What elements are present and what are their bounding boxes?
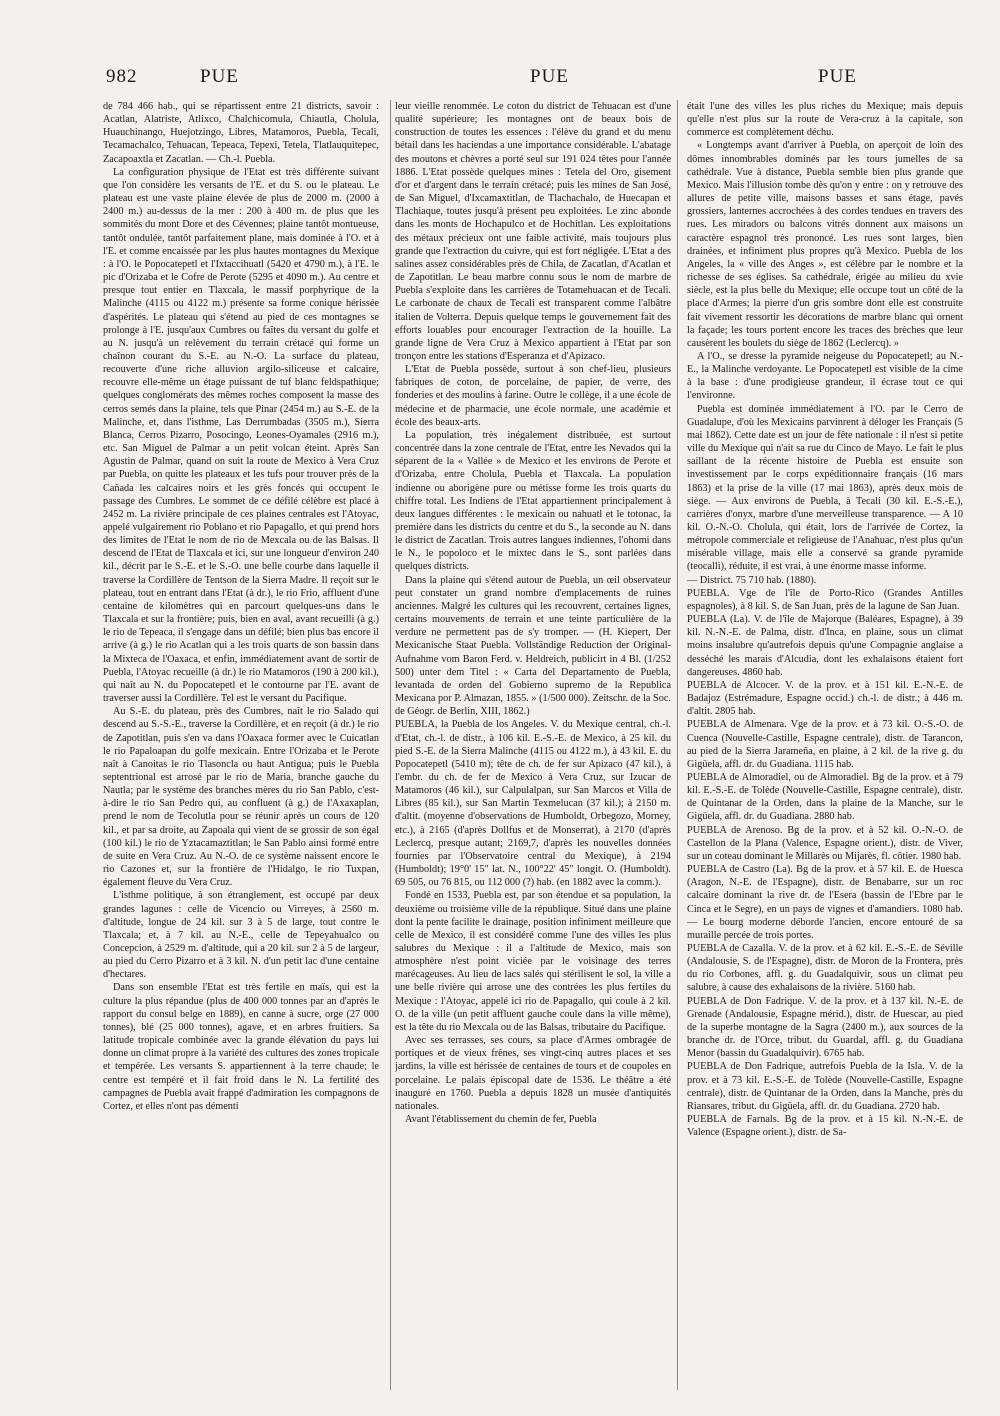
paragraph: La configuration physique de l'Etat est très différente suivant que l'on considère les versants de l'E. et du S. ou le plateau. Le plateau est une vaste plaine élevée de plus de 2000 m. (2000 à 2400 m.) au-dessus de la mer : 200 à 400 m. de plus que les sommités du mont Dore et des Cévennes; plaine tantôt montueuse, tantôt ondulée, tantôt parfaitement plane, mais dominée à l'O. et à l'E. et comme encaissée par les plus hautes montagnes du Mexique : à l'O. le Popocatepetl et l'Ixtaccihuatl (5420 et 4790 m.), à l'E. le pic d'Orizaba et le Cofre de Perote (5295 et 4090 m.). Au centre et presque tout entier en Tlaxcala, le massif porphyrique de la Malinche (4115 ou 4122 m.) présente sa forme conique hérissée d'aspérités. Le plateau qui s'étend au pied de ces montagnes se prolonge à l'E. jusqu'aux Cumbres ou faîtes du versant du golfe et au N. jusqu'à un relèvement du terrain crétacé qui forme un chaînon courant du S.-E. au N.-O. La surface du plateau, recouverte d'une riche alluvion argilo-siliceuse et calcaire, recouvre elle-même un étage puissant de tuf blanc feldspathique; quelques conglomérats des mêmes roches composent la masse des cerros semés dans la plaine, tels que Pinar (2454 m.) au S.-E. de la Malinche, et, dans l'isthme, Las Derrumbadas (3505 m.), Sierra Blanca, Cerros Pizarro, Posocingo, Leones-Oyamales (2916 m.), etc. San Miguel de Palmar a un petit volcan éteint. Après San Agustin de Palmar, quand on suit la route de Mexico à Vera Cruz par Puebla, on quitte les plateaux et les tufs pour trouver près de la Cañada les calcaires noirs et les grès foncés qui occupent le passage des Cumbres. Le sommet de ce défilé célèbre est placé à 2452 m. La rivière principale de ces plaines centrales est l'Atoyac, appelé vulgairement rio Poblano et rio Papagallo, et qui prend hors des limites de l'Etat le nom de rio de Mexcala ou de las Balsas. Il descend de l'Etat de Tlaxcala et ici, sur une longueur d'environ 240 kil., décrit par le S.-E. et le S.-O. une belle courbe dans laquelle il traverse la Cordillère de Tentson de la Sierra Madre. Il reçoit sur le plateau, tout en entrant dans l'Etat (à dr.), le rio Frio, affluent d'une centaine de kilomètres qui en parcourt quelques-uns dans le Tlaxcala et sur la frontière; puis, bien en aval, avant recueilli (à g.) le rio de Tepeaca, il s'engage dans un défilé; bien plus bas encore il arrive (à g.) le rio Acatlan qui a les trois quarts de son bassin dans la Mixteca de l'Oaxaca, et enfin, immédiatement avant de sortir de Puebla, l'Atoyac recueille (à dr.) le rio Matamoros (190 à 200 kil.), qui naît au N. du Popocatepetl et le contourne par l'E. avant de traverser aussi la Cordillère. Tel est le versant du Pacifique. (103, 166, 379, 705)
paragraph: PUEBLA de Cazalla. V. de la prov. et à 62 kil. E.-S.-E. de Séville (Andalousie, S. de l'Espagne), distr. de Moron de la Frontera, près du rio Corbones, affl. g. du Guadalquivir, sous un climat peu salubre, à cause des exhalaisons de la rivière. 5160 hab. (687, 943, 963, 994)
column-middle (395, 100, 671, 1400)
running-header (0, 66, 1000, 96)
paragraph: PUEBLA. Vge de l'île de Porto-Rico (Grandes Antilles espagnoles), à 8 kil. S. de San Juan, près de la lagune de San Juan. (687, 587, 963, 612)
paragraph: PUEBLA de Don Fadrique. V. de la prov. et à 137 kil. N.-E. de Grenade (Andalousie, Espagne mérid.), distr. de Huescar, au pied de la superbe montagne de la Sagra (2400 m.), aux sources de la branche dr. de l'Orce, tribut. du Guardal, affl. g. du Guadiana Menor (bassin du Guadalquivir). 6765 hab. (687, 995, 963, 1060)
column-left (103, 100, 379, 1400)
paragraph: « Longtemps avant d'arriver à Puebla, on aperçoit de loin des dômes innombrables dominés par les tours jumelles de sa cathédrale. Vue à distance, Puebla semble bien plus grande que Mexico. Mais l'illusion tombe dès qu'on y entre : on y retrouve des allures de petite ville, maisons basses et sans étage, pavés grossiers, lanternes accrochées à des cordes tendues en travers des rues. Les miradors ou balcons vitrés donnent aux maisons un caractère espagnol très prononcé. Les rues sont larges, bien drainées, et infiniment plus propres qu'à Mexico. Puebla de los Angeles, la « ville des Anges », est célèbre par le nombre et la richesse de ses églises. Sa cathédrale, érigée au milieu du xvie siècle, est la plus belle du Mexique; elle occupe tout un côté de la place d'Armes; la pierre d'un gris sombre dont elle est construite fait vivement ressortir les décorations de marbre blanc qui ornent la façade; les tours portent encore les traces des brèches que leur causèrent les boulets du siège de 1862 (Leclercq). » (687, 140, 963, 349)
paragraph: Dans la plaine qui s'étend autour de Puebla, un œil observateur peut constater un grand nombre d'emplacements de ruines anciennes. Malgré les cultures qui les recouvrent, certaines lignes, certains mouvements de terrain et une teinte particulière de la verdure ne permettent pas de s'y tromper. — (H. Kiepert, Der Mexicanische Staat Puebla. Vollständige Reduction der Original-Aufnahme vom Baron Ferd. v. Heldreich, publicirt in 4 Bl. (1/252 500) unter dem Titel : « Carta del Departamento de Puebla, levantada de orden del Gobierno supremo de la Republica Mexicana por P. Almazan, 1855. » (1/500 000). Zeitschr. de la Soc. de Géogr. de Berlin, XIII, 1862.) (395, 574, 671, 718)
paragraph: leur vieille renommée. Le coton du district de Tehuacan est d'une qualité supérieure; les montagnes ont de beaux bois de construction de toutes les essences : l'élève du grand et du menu bétail dans les haciendas a une importance considérable. L'abatage des moutons et chèvres a porté seul sur 191 024 têtes pour l'année 1886. L'Etat possède quelques mines : Tetela del Oro, gisement d'or et d'argent dans le terrain crétacé; puis les mines de San José, de San Miguel, d'Ixcamaxtitlan, de Tlachachalo, de Huecapan et Tlachiaque, toutes jusqu'à présent peu exploitées. Le zinc abonde dans les monts de Hochapulco et de Hochitlan. Les exploitations des métaux précieux ont une faible activité, mais toujours plus grande que l'extraction du cuivre, qui est fort négligée. L'Etat a des salines assez considérables près de Chila, de Zacatlan, d'Acatlan et de Zapotitlan. Le beau marbre connu sous le nom de marbre de Puebla s'exploite dans les carrières de Totamehuacan et de Tecali. Le carbonate de chaux de Tecali est transparent comme l'albâtre italien de Volterra. Depuis quelque temps le gouvernement fait des efforts louables pour encourager l'extraction de la houille. La grande ligne de Vera Cruz à Mexico appartient à l'Etat par son tronçon entre les stations d'Esperanza et d'Apizaco. (395, 101, 671, 362)
paragraph: PUEBLA de Alcocer. V. de la prov. et à 151 kil. E.-N.-E. de Badajoz (Estrémadure, Espagne occid.) ch.-l. de distr.; à 446 m. d'altit. 2805 hab. (687, 679, 963, 718)
paragraph: PUEBLA de Farnals. Bg de la prov. et à 15 kil. N.-N.-E. de Valence (Espagne orient.), distr. de Sa- (687, 1114, 963, 1139)
running-head-left: PUE (200, 66, 239, 87)
paragraph: — District. 75 710 hab. (1880). (687, 574, 817, 586)
paragraph: Dans son ensemble l'Etat est très fertile en maïs, qui est la culture la plus répandue (plus de 400 000 tonnes par an d'après le rapport du consul belge en 1889), en canne à sucre, orge (27 000 tonnes), blé (25 000 tonnes), agave, et en arbres fruitiers. Sa latitude tropicale combinée avec la grande élévation du pays lui donne un climat propre à la variété des cultures des zones tropicale et tempérée. Les versants S. appartiennent à la terre chaude; le centre est tempéré et il fait froid dans le N. La fertilité des campagnes de Puebla avait frappé d'admiration les compagnons de Cortez, et elles n'ont pas démenti (103, 982, 379, 1112)
paragraph: L'isthme politique, à son étranglement, est occupé par deux grandes lagunes : celle de Vicencio ou Virreyes, à 2560 m. d'altitude, longue de 24 kil. sur 3 à 5 de large, tout contre le Tlaxcala; et, à 7 kil. au N.-E., celle de Tepeyahualco ou Concepcion, à 2529 m. d'altitude, qui a 20 kil. sur 2 à 5 de largeur, au pied du Cerro Pizarro et à 3 kil. N. d'un petit lac d'une centaine d'hectares. (103, 890, 379, 981)
paragraph: PUEBLA de Almoradiel, ou de Almoradiel. Bg de la prov. et à 79 kil. E.-S.-E. de Tolède (Nouvelle-Castille, Espagne centrale), distr. de Quintanar de la Orden, dans la plaine de la Manche, sur le Gigüela, affl. dr. du Guadiana. 2880 hab. (687, 771, 963, 823)
paragraph: Avant l'établissement du chemin de fer, Puebla (405, 1114, 597, 1126)
text-columns (103, 100, 965, 1400)
running-head-right: PUE (818, 66, 857, 87)
paragraph: PUEBLA, la Puebla de los Angeles. V. du Mexique central, ch.-l. d'Etat, ch.-l. de distr., à 106 kil. E.-S.-E. de Mexico, à 25 kil. du pied S.-E. de la Sierra Malinche (4115 ou 4122 m.), à 43 kil. E. du Popocatepetl (5410 m); tête de ch. de fer sur Apizaco (47 kil.), à l'embr. du ch. de fer de Mexico à Vera Cruz, sur Izucar de Matamoros (46 kil.), sur Calpulalpan, sur San Marcos et Villa de Libres (85 kil.), sur San Martin Texmelucan (37 kil.); à 2150 m. d'altit. (moyenne d'observations de Humboldt, Orbegozo, Morney, etc.), à 2165 (d'après Dollfus et de Monserrat), à 2170 (d'après Leclercq, presque autant; 2169,7, d'après les nouvelles données fournies par l'Observatoire central du Mexique), à 2194 (Humboldt); 19°0' 15" lat. N., 100°22' 45" longit. O. (Humboldt). 69 505, ou 76 815, ou 112 000 (?) hab. (en 1882 avec la comm.). (395, 719, 671, 889)
paragraph: PUEBLA de Arenoso. Bg de la prov. et à 52 kil. O.-N.-O. de Castellon de la Plana (Valence, Espagne orient.), distr. de Viver, sur un coteau dominant le Millarès ou Mijarès, fl. côtier. 1980 hab. (687, 824, 963, 862)
paragraph: Avec ses terrasses, ses cours, sa place d'Armes ombragée de portiques et de vieux frênes, ses vingt-cinq autres places et ses jardins, la ville est hérissée de centaines de tours et de coupoles en porcelaine. Le palais épiscopal date de 1536. Le théâtre a été inauguré en 1760. Puebla a depuis 1828 un musée d'antiquités nationales. (395, 1035, 671, 1112)
paragraph: A l'O., se dresse la pyramide neigeuse du Popocatepetl; au N.-E., la Malinche verdoyante. Le Popocatepetl est visible de la cime à la base : d'une prodigieuse grandeur, il écrase tout ce qui l'environne. (687, 350, 963, 402)
paragraph: PUEBLA de Almenara. Vge de la prov. et à 73 kil. O.-S.-O. de Cuenca (Nouvelle-Castille, Espagne centrale), distr. de Tarancon, au pied de la Sierra Jarameña, en plaine, à 2 kil. de la rive g. du Gigüela, affl. dr. du Guadiana. 1115 hab. (687, 719, 963, 770)
paragraph: L'Etat de Puebla possède, surtout à son chef-lieu, plusieurs fabriques de coton, de porcelaine, de papier, de verre, des fonderies et des moulins à farine. Outre le collège, il a une école de médecine et de pharmacie, une école normale, une académie et école des beaux-arts. (395, 364, 671, 428)
page-number: 982 (106, 66, 138, 87)
paragraph: Fondé en 1533, Puebla est, par son étendue et sa population, la deuxième ou troisième ville de la république. Situé dans une plaine dont la pente facilite le drainage, position infiniment meilleure que celle de Mexico, il est considéré comme l'une des villes les plus salubres du Mexique : il a l'altitude de Mexico, mais son atmosphère n'est point viciée par le voisinage des terres marécageuses. Au lieu de lacs salés qui stérilisent le sol, la ville a une belle rivière qui arrose une des contrées les plus fertiles du Mexique : l'Atoyac, appelé ici rio de Papagallo, qui coule à 2 kil. O. de la ville (un petit affluent gauche coule dans la ville même), est la tête du rio Mexcala ou de las Balsas, tributaire du Pacifique. (395, 890, 671, 1033)
paragraph: de 784 466 hab., qui se répartissent entre 21 districts, savoir : Acatlan, Alatriste, Atlixco, Chalchicomula, Chiautla, Cholula, Huauchinango, Huejotzingo, Libres, Matamoros, Puebla, Tecali, Tecamachalco, Tehuacan, Tepeaca, Tepexi, Tetela, Tlatlauquitepec, Zacapoaxtla et Zacatlan. — Ch.-l. Puebla. (103, 101, 379, 165)
paragraph: La population, très inégalement distribuée, est surtout concentrée dans la zone centrale de l'Etat, entre les Nevados qui la séparent de la « Vallée » de Mexico et les environs de Perote et d'Orizaba, entre Cholula, Puebla et Tlaxcala. La population indienne ou aborigène pure ou métisse forme les trois quarts du chiffre total. Les Indiens de l'Etat appartiennent principalement à deux langues différentes : le mexicain ou nahuatl et le totonac, la première dans les districts du centre et du S., la seconde au N. dans le district de Zacatlan. Trois autres langues indiennes, l'ohomi dans le N., le popoloco et le mixtec dans le S., sont parlées dans quelques districts. (395, 429, 671, 573)
paragraph: PUEBLA (La). V. de l'île de Majorque (Baléares, Espagne), à 39 kil. N.-N.-E. de Palma, distr. d'Inca, en plaine, sous un climat moins insalubre qu'autrefois depuis qu'une Compagnie anglaise a desséché les marais d'Alcudia, dont les exhalaisons étaient fort dangereuses. 4860 hab. (687, 614, 963, 678)
column-right (687, 100, 963, 1400)
paragraph: PUEBLA de Don Fadrique, autrefois Puebla de la Isla. V. de la prov. et à 73 kil. E.-S.-E. de Tolède (Nouvelle-Castille, Espagne centrale), distr. de Quintanar de la Orden, dans la Manche, près du Riansares, tribut. du Gigüela, affl. dr. du Guadiana. 2720 hab. (687, 1061, 963, 1112)
paragraph: PUEBLA de Castro (La). Bg de la prov. et à 57 kil. E. de Huesca (Aragon, N.-E. de l'Espagne), distr. de Benabarre, sur un roc calcaire dominant la rive dr. de l'Esera (bassin de l'Ebre par le Cinca et le Segre), en un pays de vignes et d'amandiers. 1080 hab. — Le bourg moderne déborde l'ancien, encore entouré de sa muraille percée de trois portes. (687, 864, 963, 941)
paragraph: Au S.-E. du plateau, près des Cumbres, naît le rio Salado qui descend au S.-S.-E., traverse la Cordillère, et en reçoit (à dr.) le rio de Zapotitlan, puis s'en va dans l'Oaxaca former avec le Cuicatlan le rio Papaloapan du golfe mexicain. Entre l'Orizaba et le Perote naît à Canoitas le rio Tlasoncla ou haut Antigua; puis le Puebla septentrional est arrosé par le rio de Maria, branche gauche du Nautla; par le système des branches mères du rio San Pablo, c'est-à-dire le rio San Pedro qui, au confluent (à g.) de l'Axaxaplan, prend le nom de Tecolutla pour se réunir après un cours de 120 kil., et par sa droite, au Zapoala qui vient de se grossir de son égal (100 kil.) le rio de Yztacamaztitlan; le San Pablo ainsi formé entre de suite en Vera Cruz. Au N.-O. de ce système naissent encore le rio Cazones et, sur la frontière de l'Hidalgo, le rio Tuxpan, également fleuve du Vera Cruz. (103, 706, 379, 889)
paragraph: Puebla est dominée immédiatement à l'O. par le Cerro de Guadalupe, d'où les Mexicains parvinrent à déloger les Français (5 mai 1862). Cette date est un jour de fête nationale : il n'est si petite ville du Mexique qui n'ait sa rue du Cinco de Mayo. Le fait le plus saillant de la récente histoire de Puebla est ensuite son investissement par le corps expéditionnaire français (16 mars 1863) et la prise de la ville (17 mai 1863), après deux mois de siège. — Aux environs de Puebla, à Tecali (30 kil. E.-S.-E.), carrières d'onyx, marbre d'une merveilleuse transparence. — A 10 kil. O.-N.-O. Cholula, qui était, lors de l'arrivée de Cortez, la métropole commerciale et religieuse de l'Anahuac, n'est plus qu'un misérable village, mais elle a conservé sa grande pyramide (teocalli), réduite, il est vrai, à une énorme masse informe. (687, 403, 963, 573)
running-head-center: PUE (530, 66, 569, 87)
paragraph: était l'une des villes les plus riches du Mexique; mais depuis qu'elle n'est plus sur la route de Vera-cruz à la capitale, son commerce est complètement déchu. (687, 101, 963, 139)
